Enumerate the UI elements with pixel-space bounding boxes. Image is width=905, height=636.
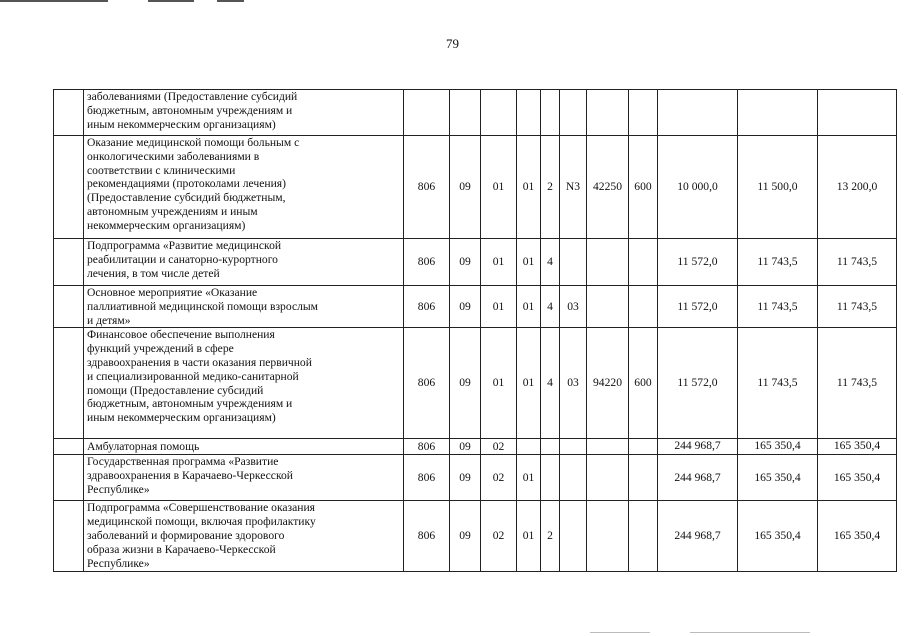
cell-amount-year2 [738,90,818,136]
cell-section: 09 [450,439,481,455]
cell-description: Государственная программа «Развитие здравоохранения в Карачаево-Черкесской Республике» [84,455,404,501]
cell-direction [587,439,629,455]
cell-event [560,455,587,501]
cell-subsection: 02 [481,501,517,572]
cell-amount-year3: 13 200,0 [818,136,897,239]
cell-subprogram: 2 [541,136,560,239]
cell-row-number [54,286,84,328]
cell-description: заболеваниями (Предоставление субсидий бюджетным, автономным учреждениям и иным некоммерческим организациям) [84,90,404,136]
cell-admin-code: 806 [404,136,450,239]
cell-amount-year2: 11 500,0 [738,136,818,239]
cell-subsection: 02 [481,439,517,455]
cell-section: 09 [450,328,481,439]
cell-subprogram: 2 [541,501,560,572]
table-row [54,286,897,328]
table-row [54,439,897,455]
cell-expense-type [629,286,658,328]
cell-amount-year1: 244 968,7 [658,439,738,455]
cell-admin-code: 806 [404,328,450,439]
cell-subsection [481,90,517,136]
cell-row-number [54,136,84,239]
cell-description: Подпрограмма «Совершенствование оказания медицинской помощи, включая профилактику заболеваний и формирование здорового образа жизни в Карачаево-Черкесской Республике» [84,501,404,572]
scan-edge-line [590,632,650,633]
cell-description: Амбулаторная помощь [84,439,404,455]
table-row [54,328,897,439]
cell-direction [587,501,629,572]
cell-amount-year2: 11 743,5 [738,286,818,328]
cell-program: 01 [517,501,541,572]
cell-expense-type: 600 [629,328,658,439]
cell-event: N3 [560,136,587,239]
scan-edge-line [217,0,244,2]
cell-event: 03 [560,328,587,439]
cell-amount-year1: 11 572,0 [658,286,738,328]
cell-amount-year3: 165 350,4 [818,455,897,501]
cell-subprogram [541,455,560,501]
scan-edge-line [148,0,194,2]
cell-direction: 94220 [587,328,629,439]
cell-event [560,501,587,572]
cell-subprogram [541,439,560,455]
cell-event [560,439,587,455]
cell-admin-code: 806 [404,286,450,328]
cell-subsection: 01 [481,328,517,439]
budget-table-body [54,90,897,572]
cell-subsection: 01 [481,136,517,239]
cell-amount-year1: 244 968,7 [658,455,738,501]
cell-amount-year2: 165 350,4 [738,455,818,501]
cell-amount-year2: 165 350,4 [738,439,818,455]
cell-amount-year1 [658,90,738,136]
cell-direction [587,455,629,501]
cell-direction [587,286,629,328]
cell-admin-code: 806 [404,455,450,501]
cell-section: 09 [450,501,481,572]
cell-direction [587,90,629,136]
cell-amount-year3: 11 743,5 [818,239,897,286]
cell-description: Подпрограмма «Развитие медицинской реабилитации и санаторно-курортного лечения, в том числе детей [84,239,404,286]
cell-program [517,439,541,455]
cell-row-number [54,455,84,501]
cell-subsection: 01 [481,239,517,286]
cell-program: 01 [517,239,541,286]
cell-amount-year2: 11 743,5 [738,239,818,286]
table-row [54,455,897,501]
cell-admin-code: 806 [404,239,450,286]
cell-amount-year3: 165 350,4 [818,501,897,572]
cell-amount-year2: 11 743,5 [738,328,818,439]
table-row [54,136,897,239]
cell-subsection: 02 [481,455,517,501]
cell-amount-year3: 11 743,5 [818,328,897,439]
cell-section: 09 [450,239,481,286]
cell-amount-year3 [818,90,897,136]
cell-section: 09 [450,455,481,501]
page-number: 79 [446,36,459,51]
cell-program: 01 [517,136,541,239]
scan-edge-line [690,632,810,633]
cell-amount-year1: 244 968,7 [658,501,738,572]
cell-expense-type [629,239,658,286]
cell-amount-year3: 11 743,5 [818,286,897,328]
cell-subprogram: 4 [541,286,560,328]
cell-subprogram [541,90,560,136]
cell-subprogram: 4 [541,328,560,439]
cell-subsection: 01 [481,286,517,328]
table-row [54,501,897,572]
cell-expense-type [629,90,658,136]
cell-direction: 42250 [587,136,629,239]
cell-expense-type [629,439,658,455]
scan-edge-line [0,0,108,2]
table-row [54,90,897,136]
cell-admin-code: 806 [404,439,450,455]
cell-program [517,90,541,136]
cell-description: Основное мероприятие «Оказание паллиативной медицинской помощи взрослым и детям» [84,286,404,328]
cell-admin-code [404,90,450,136]
cell-section: 09 [450,286,481,328]
cell-expense-type [629,501,658,572]
cell-event [560,239,587,286]
cell-description: Финансовое обеспечение выполнения функций учреждений в сфере здравоохранения в части оказания первичной и специализированной медико-санитарной помощи (Предоставление субсидий бюджетным, автономным учреждениям и иным некоммерческим организациям) [84,328,404,439]
cell-amount-year3: 165 350,4 [818,439,897,455]
cell-program: 01 [517,286,541,328]
cell-amount-year1: 11 572,0 [658,239,738,286]
cell-description: Оказание медицинской помощи больным с онкологическими заболеваниями в соответствии с клиническими рекомендациями (протоколами лечения) (Предоставление субсидий бюджетным, автономным учреждениям и иным некоммерческим организациям) [84,136,404,239]
cell-amount-year1: 11 572,0 [658,328,738,439]
cell-expense-type: 600 [629,136,658,239]
cell-event [560,90,587,136]
cell-expense-type [629,455,658,501]
cell-section [450,90,481,136]
budget-table [53,89,897,572]
cell-section: 09 [450,136,481,239]
cell-row-number [54,90,84,136]
cell-direction [587,239,629,286]
cell-program: 01 [517,455,541,501]
cell-row-number [54,439,84,455]
cell-row-number [54,501,84,572]
cell-row-number [54,239,84,286]
cell-event: 03 [560,286,587,328]
cell-program: 01 [517,328,541,439]
cell-subprogram: 4 [541,239,560,286]
cell-row-number [54,328,84,439]
table-row [54,239,897,286]
cell-amount-year1: 10 000,0 [658,136,738,239]
cell-amount-year2: 165 350,4 [738,501,818,572]
cell-admin-code: 806 [404,501,450,572]
